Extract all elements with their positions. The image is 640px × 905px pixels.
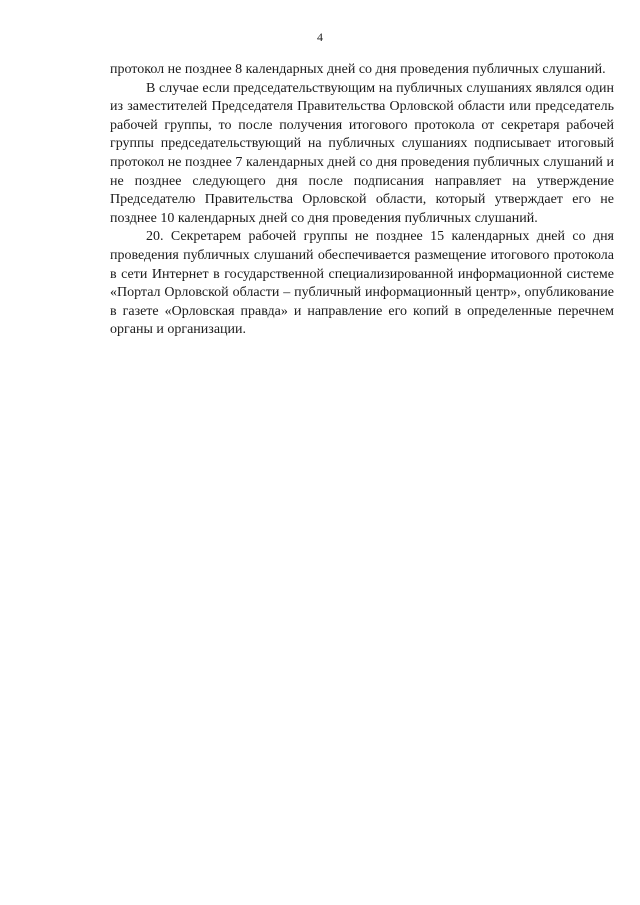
document-body (110, 61, 614, 340)
paragraph-chair-signing: В случае если председательствующим на публичных слушаниях являлся один из заместителей Председателя Правительства Орловской области или председатель рабочей группы, то после получения итогового протокола от секретаря рабочей группы председательствующий на публичных слушаниях подписывает итоговый протокол не позднее 7 календарных дней со дня проведения публичных слушаний и не позднее следующего дня после подписания направляет на утверждение Председателю Правительства Орловской области, который утверждает его не позднее 10 календарных дней со дня проведения публичных слушаний. (110, 80, 614, 226)
paragraph-continuation: протокол не позднее 8 календарных дней со дня проведения публичных слушаний. (110, 62, 606, 77)
page-number: 4 (317, 30, 323, 44)
paragraph-item-20: 20. Секретарем рабочей группы не позднее 15 календарных дней со дня проведения публичных слушаний обеспечивается размещение итогового протокола в сети Интернет в государственной специализированной информационной системе «Портал Орловской области – публичный информационный центр», опубликование в газете «Орловская правда» и направление его копий в определенные перечнем органы и организации. (110, 229, 614, 338)
